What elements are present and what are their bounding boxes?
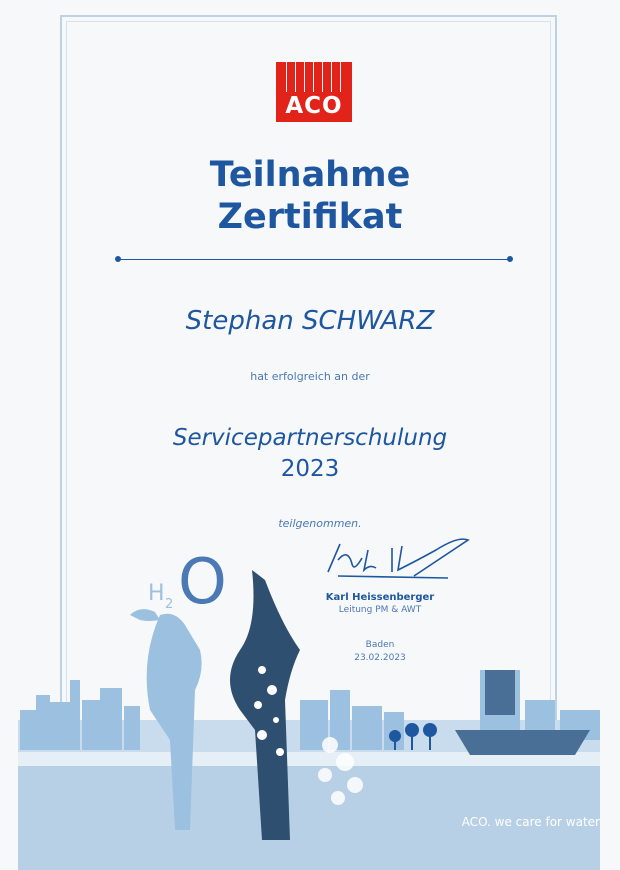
ship-icon (455, 730, 590, 755)
title-line-2: Zertifikat (217, 197, 403, 237)
outro-text: teilgenommen. (278, 517, 362, 530)
signature-mark (318, 530, 518, 590)
h2o-o: O (178, 545, 227, 618)
slogan: ACO. we care for water (461, 815, 600, 829)
aco-logo (276, 62, 352, 122)
h2o-subscript: 2 (165, 597, 174, 612)
title-divider (118, 259, 510, 260)
logo-grille (276, 62, 352, 92)
tower-icon (485, 670, 515, 715)
course-name: Servicepartnerschulung (172, 425, 448, 451)
recipient-name: Stephan SCHWARZ (185, 306, 435, 336)
divider-dot-right (507, 256, 513, 262)
logo-text: ACO (285, 93, 343, 119)
course-year: 2023 (280, 456, 340, 482)
signer-role: Leitung PM & AWT (338, 605, 422, 615)
intro-text: hat erfolgreich an der (250, 370, 370, 383)
h2o-h: H (148, 581, 165, 606)
raised-hand-icon (130, 609, 160, 621)
signer-name: Karl Heissenberger (325, 592, 435, 603)
divider-dot-left (115, 256, 121, 262)
issue-place: Baden (365, 640, 395, 650)
title-line-1: Teilnahme (209, 155, 411, 195)
issue-date: 23.02.2023 (354, 653, 406, 663)
